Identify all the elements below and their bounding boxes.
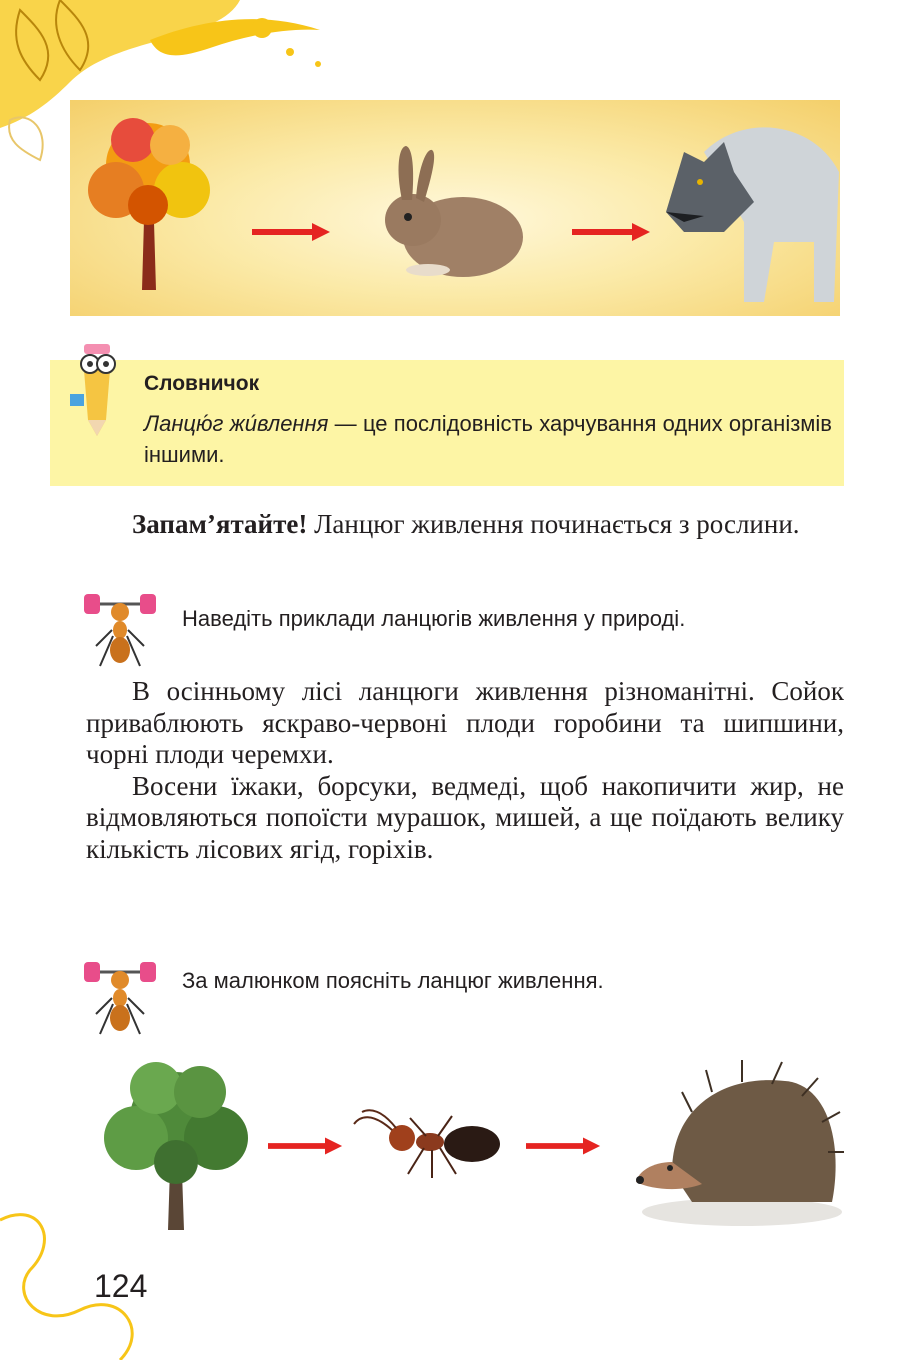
autumn-tree-icon: [78, 110, 218, 290]
arrow-icon: [526, 1136, 602, 1156]
paragraph-2: Восени їжаки, борсуки, ведмеді, щоб накопичити жир, не відмовляються попоїсти мурашок, мишей, а ще поїдають велику кількість лісових ягід, горіхів.: [86, 770, 844, 864]
pencil-mascot-icon: [62, 340, 132, 440]
arrow-icon: [268, 1136, 344, 1156]
arrow-icon: [252, 222, 332, 242]
remember-paragraph: [86, 508, 844, 540]
ant-mascot-icon: [80, 958, 160, 1038]
main-text: [86, 676, 844, 865]
page-number: 124: [94, 1268, 148, 1304]
vocabulary-title: Словничок: [144, 372, 260, 395]
remember-text: Ланцюг живлення починається з рослини.: [307, 509, 800, 539]
wolf-icon: [664, 112, 844, 304]
task-1-text: Наведіть приклади ланцюгів живлення у природі.: [182, 606, 686, 631]
ant-icon: [352, 1104, 512, 1180]
rabbit-icon: [368, 142, 528, 282]
green-tree-icon: [96, 1058, 256, 1230]
arrow-icon: [572, 222, 652, 242]
remember-lead: Запам’ятайте!: [132, 509, 308, 539]
vocabulary-term: Ланцю́г жи́влення: [144, 411, 329, 436]
vocabulary-definition-text: — це послідовність харчування одних організмів іншими.: [144, 411, 832, 467]
task-2-text: За малюнком поясніть ланцюг живлення.: [182, 968, 604, 993]
vocabulary-definition: [144, 408, 832, 470]
paragraph-1: В осінньому лісі ланцюги живлення різноманітні. Сойок приваблюють яскраво-червоні плоди горобини та шипшини, чорні плоди черемхи.: [86, 676, 844, 769]
hedgehog-icon: [632, 1052, 844, 1228]
ant-mascot-icon: [80, 590, 160, 670]
